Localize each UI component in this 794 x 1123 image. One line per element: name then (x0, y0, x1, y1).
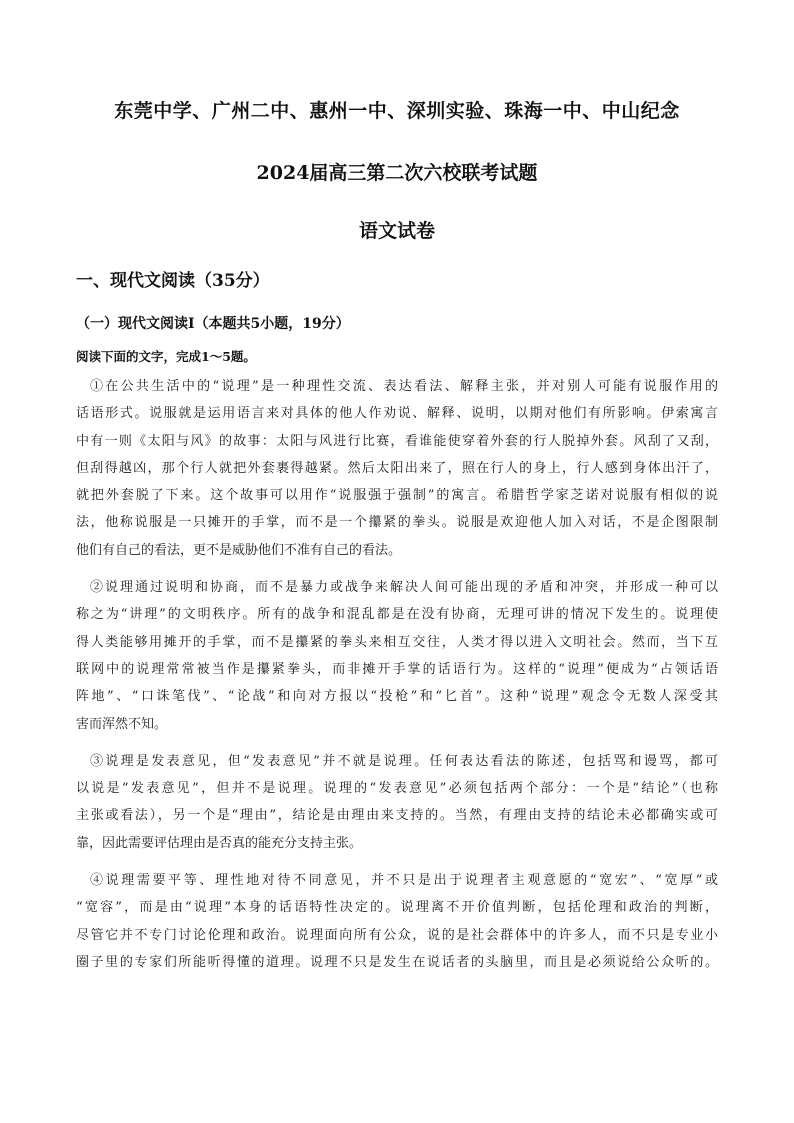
text-line: ④说理需要平等、理性地对待不同意见，并不只是出于说理者主观意愿的“宽宏”、“宽厚”或 (90, 873, 718, 889)
text-line: 害而浑然不知。 (76, 716, 168, 732)
text-line: 他们有自己的看法，更不是威胁他们不准有自己的看法。 (76, 542, 402, 558)
text-line: ③说理是发表意见，但“发表意见”并不就是说理。任何表达看法的陈述，包括骂和谩骂，都可 (90, 753, 718, 769)
sub-section-heading: （一）现代文阅读Ⅰ（本题共5小题，19分） (76, 316, 350, 332)
reading-instruction: 阅读下面的文字，完成1～5题。 (76, 349, 256, 364)
text-line: 以说是“发表意见”，但并不是说理。说理的“发表意见”必须包括两个部分：一个是“结论”（也称 (76, 781, 718, 797)
text-line: 尽管它并不专门讨论伦理和政治。说理面向所有公众，说的是社会群体中的许多人，而不只是专业小 (76, 927, 718, 943)
text-line: 但刮得越凶，那个行人就把外套裹得越紧。然后太阳出来了，照在行人的身上，行人感到身体出汗了， (76, 460, 718, 476)
exam-title: 2024届高三第二次六校联考试题 (256, 162, 538, 184)
paragraph-1 (76, 373, 718, 564)
text-line: 称之为“讲理”的文明秩序。所有的战争和混乱都是在没有协商，无理可讲的情况下发生的。说理使 (76, 607, 718, 623)
school-list-title: 东莞中学、广州二中、惠州一中、深圳实验、珠海一中、中山纪念 (114, 100, 680, 122)
reading-passage (76, 373, 718, 986)
text-line: ①在公共生活中的“说理”是一种理性交流、表达看法、解释主张，并对别人可能有说服作用的 (90, 379, 718, 394)
text-line: 中有一则《太阳与风》的故事：太阳与风进行比赛，看谁能使穿着外套的行人脱掉外套。风刮了又刮， (76, 433, 718, 449)
text-line: 就把外套脱了下来。这个故事可以用作“说服强于强制”的寓言。希腊哲学家芝诺对说服有相似的说 (76, 488, 718, 504)
text-line: ②说理通过说明和协商，而不是暴力或战争来解决人间可能出现的矛盾和冲突，并形成一种可以 (90, 580, 718, 596)
text-line: 阵地”、“口诛笔伐”、“论战”和向对方报以“投枪”和“匕首”。这种“说理”观念令无数人深受其 (76, 689, 718, 705)
paragraph-2 (76, 574, 718, 738)
text-line: 话语形式。说服就是运用语言来对具体的他人作劝说、解释、说明，以期对他们有所影响。伊索寓言 (76, 406, 718, 422)
text-line: 主张或看法），另一个是“理由”，结论是由理由来支持的。当然，有理由支持的结论未必都确实或可 (76, 808, 718, 824)
text-line: 联网中的说理常常被当作是攥紧拳头，而非摊开手掌的话语行为。这样的“说理”便成为“占领话语 (76, 661, 718, 677)
text-line: 得人类能够用摊开的手掌，而不是攥紧的拳头来相互交往，人类才得以进入文明社会。然而，当下互 (76, 634, 718, 650)
text-line: “宽容”，而是由“说理”本身的话语特性决定的。说理离不开价值判断，包括伦理和政治的判断， (76, 900, 718, 916)
paragraph-4 (76, 867, 718, 976)
text-line: 圈子里的专家们所能听得懂的道理。说理不只是发生在说话者的头脑里，而且是必须说给公众听的。 (76, 954, 718, 970)
text-line: 靠，因此需要评估理由是否真的能充分支持主张。 (76, 835, 363, 851)
text-line: 法，他称说服是一只摊开的手掌，而不是一个攥紧的拳头。说服是欢迎他人加入对话，不是企图限制 (76, 515, 718, 531)
section-heading: 一、现代文阅读（35分） (76, 271, 270, 291)
subject-title: 语文试卷 (358, 220, 435, 242)
paragraph-3 (76, 748, 718, 857)
